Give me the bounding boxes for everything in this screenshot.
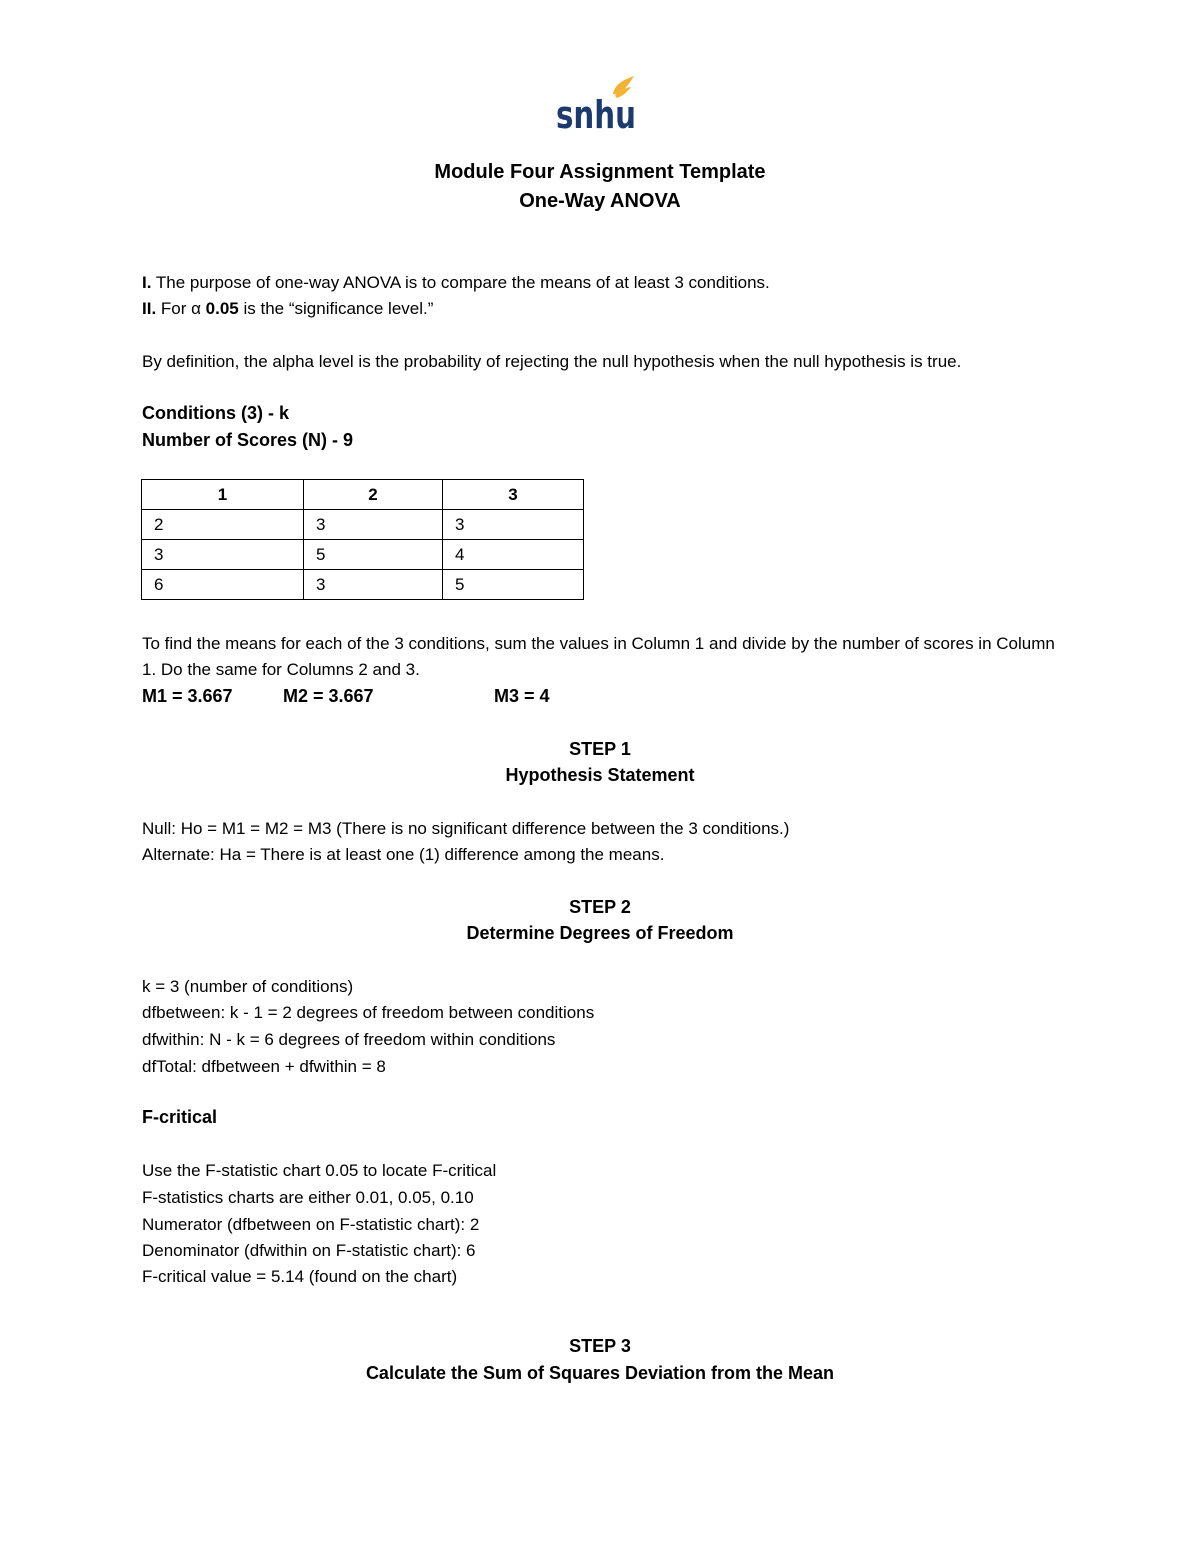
snhu-logo — [555, 74, 637, 137]
step-3-title: Calculate the Sum of Squares Deviation from the Mean — [365, 1363, 835, 1383]
table-cell: 4 — [443, 540, 584, 570]
table-header-cell: 2 — [304, 480, 443, 510]
f-critical-heading: F-critical — [142, 1107, 218, 1127]
document-subtitle: One-Way ANOVA — [519, 190, 681, 212]
f-critical-line: F-statistics charts are either 0.01, 0.05, 0.10 — [142, 1188, 474, 1207]
table-cell: 3 — [304, 570, 443, 600]
intro-point-1 — [142, 270, 1062, 296]
table-cell: 6 — [142, 570, 304, 600]
f-critical-line: F-critical value = 5.14 (found on the chart) — [142, 1267, 458, 1286]
table-cell: 3 — [443, 510, 584, 540]
mean-2: M2 = 3.667 — [283, 686, 374, 706]
table-cell: 5 — [443, 570, 584, 600]
df-line: k = 3 (number of conditions) — [142, 977, 354, 996]
null-hypothesis: Null: Ho = M1 = M2 = M3 (There is no significant difference between the 3 conditions.) — [142, 819, 790, 838]
table-row — [142, 540, 584, 570]
step-1-label: STEP 1 — [569, 739, 631, 759]
intro-point-1-text: The purpose of one-way ANOVA is to compare the means of at least 3 conditions. — [151, 273, 770, 292]
table-cell: 5 — [304, 540, 443, 570]
document-title: Module Four Assignment Template — [434, 161, 766, 183]
df-line: dfbetween: k - 1 = 2 degrees of freedom between conditions — [142, 1003, 595, 1022]
step-2-label: STEP 2 — [569, 897, 631, 917]
alpha-value: 0.05 — [205, 299, 239, 318]
alternate-hypothesis: Alternate: Ha = There is at least one (1) difference among the means. — [142, 845, 665, 864]
intro-point-2-pre: For α — [156, 299, 206, 318]
step-1-title: Hypothesis Statement — [505, 765, 695, 785]
intro-point-1-number: I. — [142, 273, 152, 292]
f-critical-line: Numerator (dfbetween on F-statistic chart): 2 — [142, 1215, 480, 1234]
scores-table — [141, 479, 584, 600]
table-cell: 2 — [142, 510, 304, 540]
table-header-row — [142, 480, 584, 510]
conditions-label: Conditions (3) - k — [142, 403, 289, 423]
table-row — [142, 570, 584, 600]
table-header-cell: 1 — [142, 480, 304, 510]
mean-1: M1 = 3.667 — [142, 686, 233, 706]
f-critical-line: Use the F-statistic chart 0.05 to locate F-critical — [142, 1161, 497, 1180]
mean-3: M3 = 4 — [494, 686, 550, 706]
df-line: dfwithin: N - k = 6 degrees of freedom within conditions — [142, 1030, 556, 1049]
alpha-definition: By definition, the alpha level is the probability of rejecting the null hypothesis when the null hypothesis is true. — [142, 352, 962, 371]
step-3-label: STEP 3 — [569, 1336, 631, 1356]
df-line: dfTotal: dfbetween + dfwithin = 8 — [142, 1057, 386, 1076]
intro-point-2 — [142, 296, 1062, 322]
scores-label: Number of Scores (N) - 9 — [142, 430, 354, 450]
f-critical-line: Denominator (dfwithin on F-statistic chart): 6 — [142, 1241, 476, 1260]
intro-point-2-number: II. — [142, 299, 157, 318]
table-header-cell: 3 — [443, 480, 584, 510]
means-explanation: To find the means for each of the 3 conditions, sum the values in Column 1 and divide by the number of scores in Column 1. Do the same for Columns 2 and 3. — [142, 634, 1055, 679]
step-2-title: Determine Degrees of Freedom — [466, 923, 734, 943]
intro-point-2-post: is the “significance level.” — [238, 299, 434, 318]
table-row — [142, 510, 584, 540]
logo-wordmark: snhu — [556, 93, 636, 137]
table-cell: 3 — [142, 540, 304, 570]
table-cell: 3 — [304, 510, 443, 540]
